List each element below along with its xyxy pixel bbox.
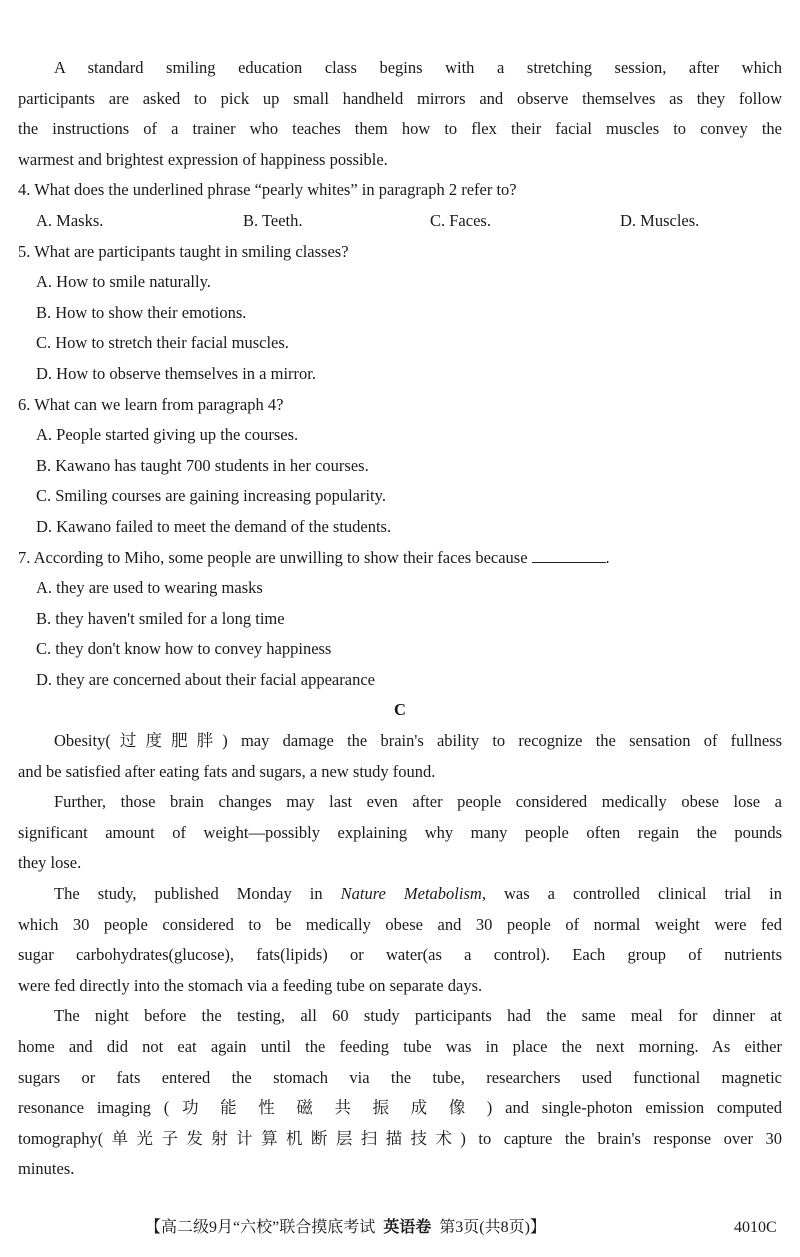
subject: 英语卷 — [383, 1219, 432, 1236]
text-segment: The study, published Monday in — [54, 884, 341, 904]
passage-line: The night before the testing, all 60 study participants had the same meal for dinner at — [54, 1006, 782, 1026]
question-4-stem: 4. What does the underlined phrase “pearly whites” in paragraph 2 refer to? — [18, 180, 517, 200]
answer-blank — [532, 546, 606, 563]
option-c[interactable]: C. Faces. — [430, 210, 491, 230]
option-d[interactable]: D. Muscles. — [620, 210, 700, 230]
section-c-heading: C — [394, 700, 406, 720]
option-b[interactable]: B. they haven't smiled for a long time — [36, 608, 285, 628]
passage-line: participants are asked to pick up small handheld mirrors and observe themselves as they follow — [18, 88, 782, 108]
passage-line: and be satisfied after eating fats and sugars, a new study found. — [18, 761, 436, 781]
option-c[interactable]: C. How to stretch their facial muscles. — [36, 333, 289, 353]
option-b[interactable]: B. How to show their emotions. — [36, 302, 247, 322]
passage-line: were fed directly into the stomach via a feeding tube on separate days. — [18, 975, 483, 995]
text-segment: , was a controlled clinical trial in — [481, 884, 782, 904]
passage-line: significant amount of weight—possibly explaining why many people often regain the pounds — [18, 822, 782, 842]
option-d[interactable]: D. Kawano failed to meet the demand of the students. — [36, 516, 392, 536]
passage-line: which 30 people considered to be medically obese and 30 people of normal weight were fed — [18, 914, 782, 934]
passage-line: A standard smiling education class begins with a stretching session, after which — [54, 58, 782, 77]
question-7-stem — [18, 543, 782, 574]
option-b[interactable]: B. Teeth. — [243, 210, 303, 230]
option-c[interactable]: C. they don't know how to convey happiness — [36, 639, 332, 659]
question-7-text: 7. According to Miho, some people are unwilling to show their faces because — [18, 547, 528, 567]
question-4-options — [18, 206, 782, 237]
passage-line — [18, 879, 782, 910]
exam-page — [18, 53, 782, 1185]
exam-name: 【高二级9月“六校”联合摸底考试 — [145, 1219, 376, 1236]
passage-line: sugars or fats entered the stomach via the tube, researchers used functional magnetic — [18, 1067, 782, 1087]
passage-line: resonance imaging ( 功 能 性 磁 共 振 成 像 ) and single-photon emission computed — [18, 1098, 782, 1118]
question-6-stem: 6. What can we learn from paragraph 4? — [18, 394, 284, 414]
question-5-stem: 5. What are participants taught in smiling classes? — [18, 241, 349, 261]
passage-line: warmest and brightest expression of happiness possible. — [18, 149, 388, 169]
passage-line: home and did not eat again until the feeding tube was in place the next morning. As either — [18, 1037, 782, 1056]
option-a[interactable]: A. Masks. — [36, 210, 104, 230]
exam-info — [145, 1214, 546, 1242]
option-a[interactable]: A. People started giving up the courses. — [36, 425, 299, 445]
option-c[interactable]: C. Smiling courses are gaining increasing popularity. — [36, 486, 386, 506]
passage-line: tomography(单光子发射计算机断层扫描技术) to capture the brain's response over 30 — [18, 1128, 782, 1148]
paper-code: 4010C — [734, 1219, 777, 1236]
option-a[interactable]: A. they are used to wearing masks — [36, 578, 263, 598]
passage-line: Further, those brain changes may last even after people considered medically obese lose a — [54, 792, 782, 812]
page-number: 第3页(共8页)】 — [439, 1219, 546, 1236]
option-b[interactable]: B. Kawano has taught 700 students in her courses. — [36, 455, 369, 475]
option-a[interactable]: A. How to smile naturally. — [36, 272, 211, 292]
question-7-end: . — [605, 547, 610, 567]
passage-line: they lose. — [18, 853, 82, 873]
page-footer — [0, 1214, 800, 1242]
passage-line: sugar carbohydrates(glucose), fats(lipids) or water(as a control). Each group of nutrients — [18, 945, 782, 965]
passage-line: the instructions of a trainer who teaches them how to flex their facial muscles to convey the — [18, 119, 782, 139]
option-d[interactable]: D. How to observe themselves in a mirror. — [36, 363, 316, 383]
option-d[interactable]: D. they are concerned about their facial appearance — [36, 669, 375, 689]
journal-title: Nature Metabolism — [340, 884, 482, 904]
passage-line: minutes. — [18, 1159, 75, 1179]
passage-line: Obesity(过度肥胖) may damage the brain's ability to recognize the sensation of fullness — [54, 731, 782, 751]
